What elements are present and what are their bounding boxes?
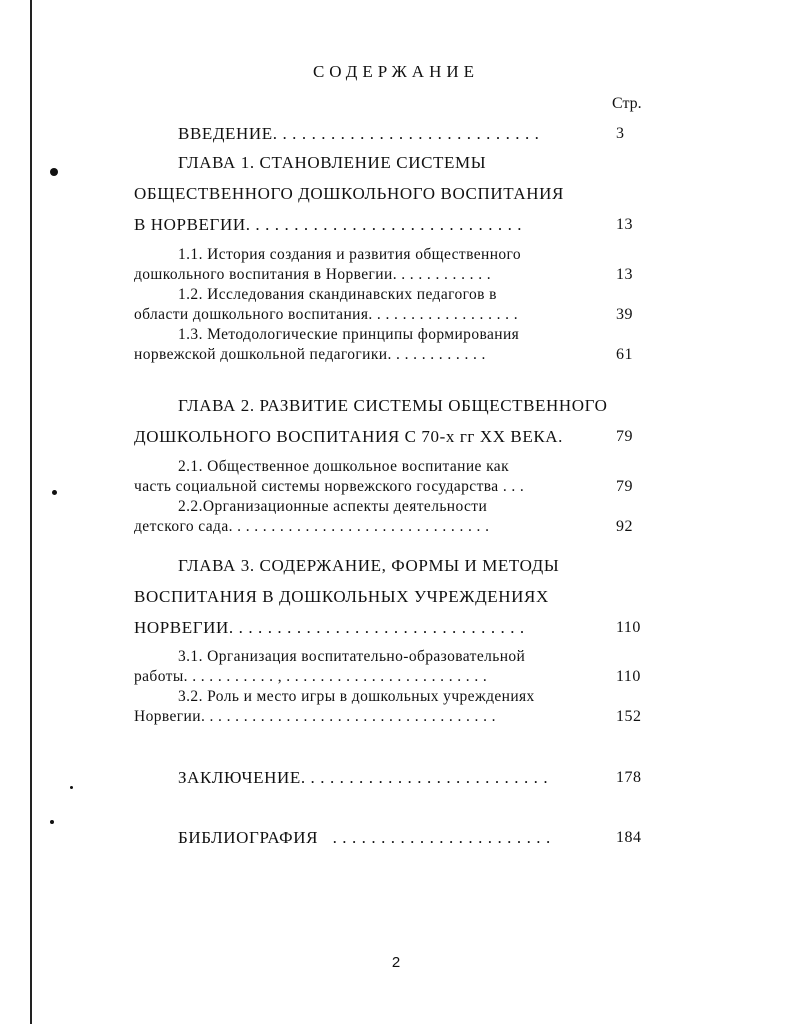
section-1-1-line2: дошкольного воспитания в Норвегии. . . . . . . . . . . .: [134, 266, 492, 283]
toc-page-ch2: 79: [616, 428, 633, 445]
chapter-2-title-line1: ГЛАВА 2. РАЗВИТИЕ СИСТЕМЫ ОБЩЕСТВЕННОГО: [178, 396, 608, 415]
toc-page-2-2: 92: [616, 518, 633, 535]
scan-speck: [50, 820, 54, 824]
section-1-2-line1: 1.2. Исследования скандинавских педагогов в: [178, 286, 497, 303]
toc-page-conclusion: 178: [616, 769, 642, 786]
page-column-header: Стр.: [612, 95, 642, 112]
toc-entry-bibliography: БИБЛИОГРАФИЯ . . . . . . . . . . . . . . . . . . . . . . .: [178, 828, 551, 847]
chapter-1-title-line2: ОБЩЕСТВЕННОГО ДОШКОЛЬНОГО ВОСПИТАНИЯ: [134, 184, 564, 203]
chapter-3-title-line3: НОРВЕГИИ. . . . . . . . . . . . . . . . . . . . . . . . . . . . . . .: [134, 618, 525, 637]
toc-page-2-1: 79: [616, 478, 633, 495]
toc-page-3-1: 110: [616, 668, 641, 685]
toc-entry-intro: ВВЕДЕНИЕ. . . . . . . . . . . . . . . . . . . . . . . . . . . .: [178, 124, 540, 143]
section-1-1-line1: 1.1. История создания и развития общественного: [178, 246, 522, 263]
chapter-3-title-line2: ВОСПИТАНИЯ В ДОШКОЛЬНЫХ УЧРЕЖДЕНИЯХ: [134, 587, 549, 606]
scan-speck: [70, 786, 73, 789]
section-2-1-line1: 2.1. Общественное дошкольное воспитание как: [178, 458, 510, 475]
section-1-2-line2: области дошкольного воспитания. . . . . . . . . . . . . . . . . .: [134, 306, 518, 323]
scan-edge-line: [30, 0, 32, 1024]
toc-entry-conclusion: ЗАКЛЮЧЕНИЕ. . . . . . . . . . . . . . . . . . . . . . . . . .: [178, 768, 549, 787]
page-title: СОДЕРЖАНИЕ: [312, 62, 480, 81]
section-3-1-line1: 3.1. Организация воспитательно-образовательной: [178, 648, 526, 665]
chapter-2-title-line2: ДОШКОЛЬНОГО ВОСПИТАНИЯ С 70-х гг XX ВЕКА.: [134, 427, 564, 446]
toc-page-ch3: 110: [616, 619, 641, 636]
toc-page-bibliography: 184: [616, 829, 642, 846]
toc-page-intro: 3: [616, 125, 625, 142]
section-3-2-line1: 3.2. Роль и место игры в дошкольных учреждениях: [178, 688, 535, 705]
toc-page-3-2: 152: [616, 708, 642, 725]
section-2-2-line2: детского сада. . . . . . . . . . . . . . . . . . . . . . . . . . . . . . .: [134, 518, 490, 535]
chapter-1-title-line3: В НОРВЕГИИ. . . . . . . . . . . . . . . . . . . . . . . . . . . . .: [134, 215, 523, 234]
section-2-1-line2: часть социальной системы норвежского государства . . .: [134, 478, 525, 495]
section-2-2-line1: 2.2.Организационные аспекты деятельности: [178, 498, 488, 515]
page-number: 2: [391, 954, 401, 971]
section-1-3-line2: норвежской дошкольной педагогики. . . . . . . . . . . .: [134, 346, 486, 363]
scan-speck: [52, 490, 57, 495]
toc-page-1-2: 39: [616, 306, 633, 323]
toc-page-1-3: 61: [616, 346, 633, 363]
toc-page-1-1: 13: [616, 266, 633, 283]
chapter-1-title-line1: ГЛАВА 1. СТАНОВЛЕНИЕ СИСТЕМЫ: [178, 153, 487, 172]
toc-page-ch1: 13: [616, 216, 633, 233]
chapter-3-title-line1: ГЛАВА 3. СОДЕРЖАНИЕ, ФОРМЫ И МЕТОДЫ: [178, 556, 560, 575]
section-3-2-line2: Норвегии. . . . . . . . . . . . . . . . . . . . . . . . . . . . . . . . . . .: [134, 708, 496, 725]
section-3-1-line2: работы. . . . . . . . . . . , . . . . . . . . . . . . . . . . . . . . . . . .: [134, 668, 488, 685]
scan-speck: [50, 168, 58, 176]
section-1-3-line1: 1.3. Методологические принципы формирования: [178, 326, 520, 343]
